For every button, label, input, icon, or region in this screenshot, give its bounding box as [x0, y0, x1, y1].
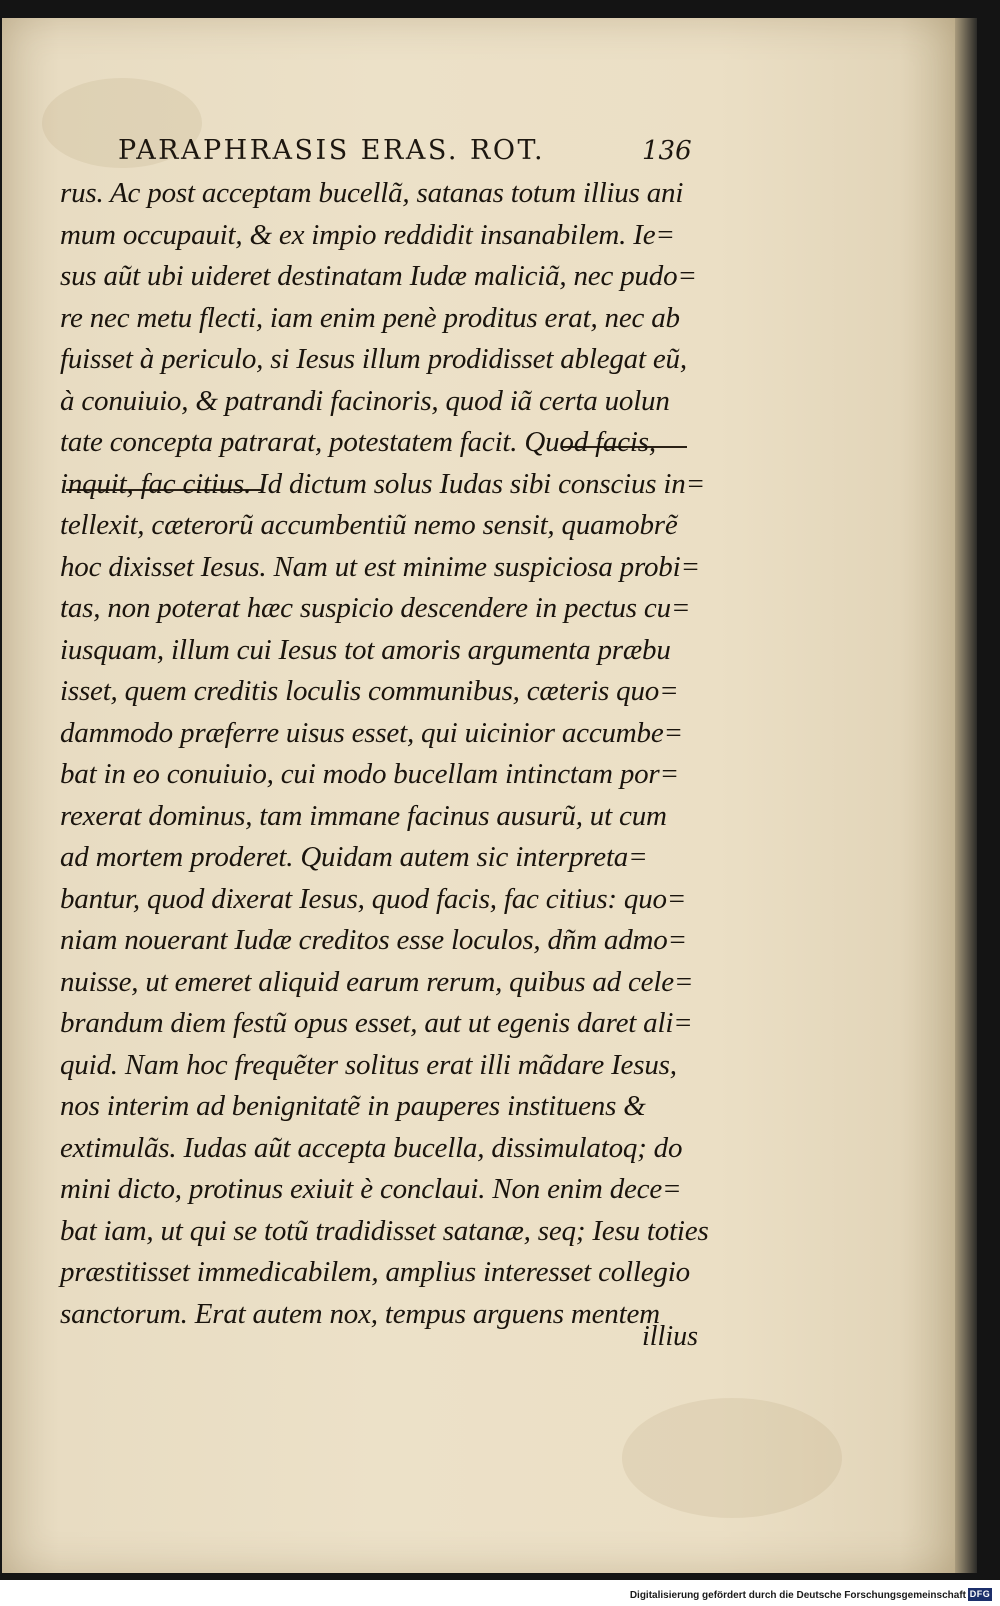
text-line: ad mortem proderet. Quidam autem sic interpreta= [60, 841, 648, 873]
text-line: tellexit, cæterorũ accumbentiũ nemo sensit, quamobrẽ [60, 509, 678, 541]
digitization-credit: Digitalisierung gefördert durch die Deutsche Forschungsgemeinschaft [629, 1590, 966, 1601]
text-line: hoc dixisset Iesus. Nam ut est minime suspiciosa probi= [60, 550, 700, 583]
text-line: fuisset à periculo, si Iesus illum prodidisset ablegat eũ, [60, 343, 687, 375]
text-line: re nec metu flecti, iam enim penè proditus erat, nec ab [60, 301, 680, 334]
page-number: 136 [642, 136, 692, 166]
text-line: bat in eo conuiuio, cui modo bucellam intinctam por= [60, 758, 679, 790]
text-line: nos interim ad benignitatẽ in pauperes instituens & [60, 1090, 646, 1122]
text-line: quid. Nam hoc frequẽter solitus erat illi mãdare Iesus, [60, 1048, 677, 1081]
text-line: dammodo præferre uisus esset, qui uicinior accumbe= [60, 716, 683, 749]
text-line: præstitisset immedicabilem, amplius interesset collegio [60, 1256, 690, 1288]
text-line: rus. Ac post acceptam bucellã, satanas totum illius ani [60, 177, 684, 209]
text-line: tas, non poterat hæc suspicio descendere in pectus cu= [60, 592, 691, 624]
text-line: sanctorum. Erat autem nox, tempus arguens mentem [60, 1297, 660, 1330]
text-line: sus aũt ubi uideret destinatam Iudæ maliciã, nec pudo= [60, 260, 697, 292]
text-line: bat iam, ut qui se totũ tradidisset satanæ, seq; Iesu toties [60, 1214, 709, 1247]
book-page [2, 18, 957, 1573]
text-line: iusquam, illum cui Iesus tot amoris argumenta præbu [60, 633, 671, 666]
text-line: bantur, quod dixerat Iesus, quod facis, fac citius: quo= [60, 882, 687, 915]
paper-stain [622, 1398, 842, 1518]
text-line: tate concepta patrarat, potestatem facit. Quod facis, [60, 426, 656, 458]
dfg-logo-icon: DFG [969, 1589, 991, 1599]
text-line: à conuiuio, & patrandi facinoris, quod iã certa uolun [60, 384, 670, 417]
running-head: PARAPHRASIS ERAS. ROT. [118, 135, 546, 166]
text-line: extimulãs. Iudas aũt accepta bucella, dissimulatoq; do [60, 1131, 683, 1164]
text-line: niam nouerant Iudæ creditos esse loculos, dñm admo= [60, 924, 687, 956]
text-line: nuisse, ut emeret aliquid earum rerum, quibus ad cele= [60, 965, 694, 998]
text-line: isset, quem creditis loculis communibus, cæteris quo= [60, 675, 679, 707]
text-line: rexerat dominus, tam immane facinus ausurũ, ut cum [60, 799, 667, 832]
text-line: mini dicto, protinus exiuit è conclaui. Non enim dece= [60, 1173, 682, 1205]
text-line: mum occupauit, & ex impio reddidit insanabilem. Ie= [60, 218, 675, 251]
text-line: inquit, fac citius. Id dictum solus Iudas sibi conscius in= [60, 467, 705, 500]
catchword: illius [642, 1321, 699, 1352]
body-text [60, 173, 720, 1335]
text-line: brandum diem festũ opus esset, aut ut egenis daret ali= [60, 1007, 693, 1039]
